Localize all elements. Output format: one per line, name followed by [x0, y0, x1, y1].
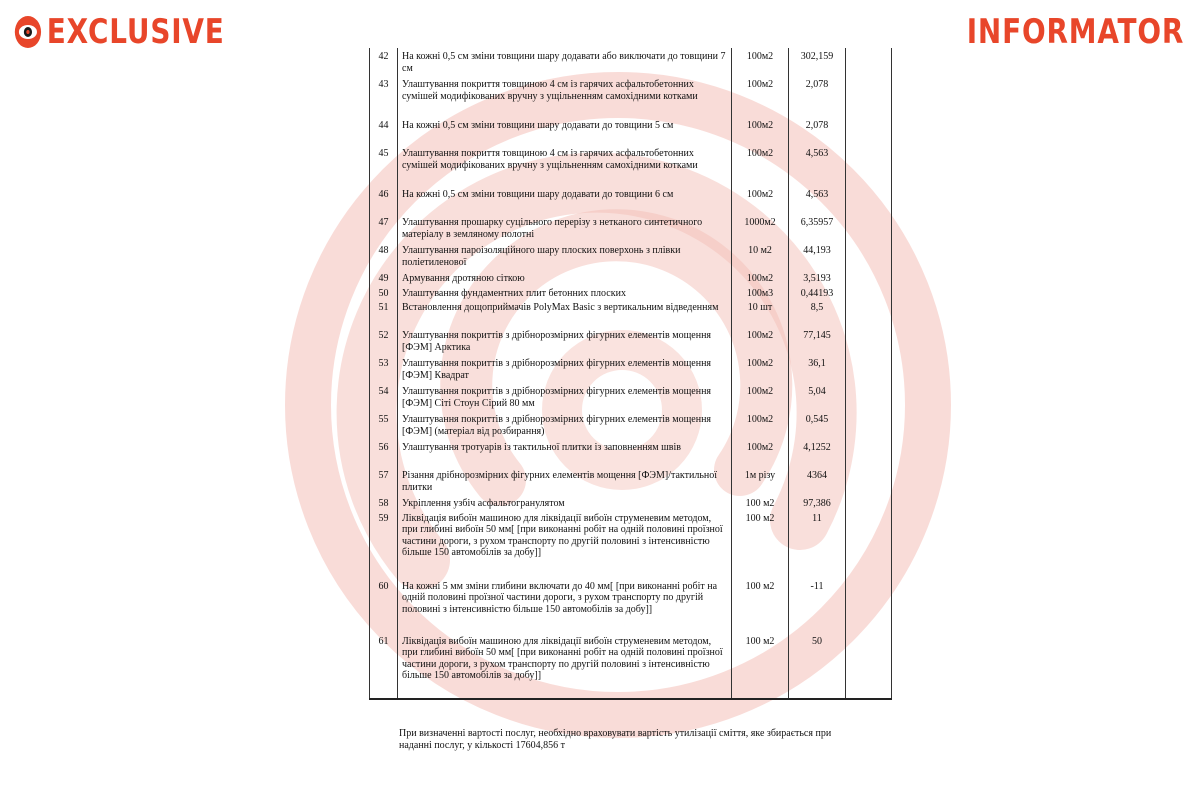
table-row — [370, 299, 892, 327]
row-description: Укріплення узбіч асфальтогранулятом — [398, 495, 732, 510]
eye-logo-icon — [14, 15, 42, 49]
row-unit: 100м2 — [732, 76, 789, 117]
row-number: 44 — [370, 117, 398, 145]
row-empty-cell — [846, 327, 892, 355]
row-description: Улаштування покриттів з дрібнорозмірних фігурних елементів мощення [ФЭМ] Сіті Стоун Сірий 80 мм — [398, 383, 732, 411]
row-number: 58 — [370, 495, 398, 510]
row-quantity: 44,193 — [789, 242, 846, 270]
table-row — [370, 242, 892, 270]
row-number: 54 — [370, 383, 398, 411]
table-row — [370, 48, 892, 76]
row-empty-cell — [846, 383, 892, 411]
row-description: Улаштування покриттів з дрібнорозмірних фігурних елементів мощення [ФЭМ] (матеріал від розбирання) — [398, 411, 732, 439]
row-empty-cell — [846, 117, 892, 145]
row-unit: 100 м2 — [732, 578, 789, 633]
table-row — [370, 214, 892, 242]
row-unit: 100 м2 — [732, 495, 789, 510]
row-quantity: 302,159 — [789, 48, 846, 76]
table-row — [370, 510, 892, 578]
row-number: 57 — [370, 467, 398, 495]
row-quantity: 5,04 — [789, 383, 846, 411]
table-row — [370, 117, 892, 145]
row-quantity: 4364 — [789, 467, 846, 495]
table-row — [370, 411, 892, 439]
table-row — [370, 383, 892, 411]
row-description: На кожні 0,5 см зміни товщини шару додавати або виключати до товщини 7 см — [398, 48, 732, 76]
row-number: 45 — [370, 145, 398, 186]
row-empty-cell — [846, 439, 892, 467]
row-number: 47 — [370, 214, 398, 242]
table-row — [370, 145, 892, 186]
row-unit: 1м різу — [732, 467, 789, 495]
row-number: 43 — [370, 76, 398, 117]
row-quantity: 3,5193 — [789, 270, 846, 285]
row-empty-cell — [846, 242, 892, 270]
row-quantity: 0,545 — [789, 411, 846, 439]
row-number: 60 — [370, 578, 398, 633]
row-unit: 100м2 — [732, 327, 789, 355]
row-empty-cell — [846, 355, 892, 383]
row-empty-cell — [846, 186, 892, 214]
row-unit: 100м2 — [732, 411, 789, 439]
row-number: 46 — [370, 186, 398, 214]
row-quantity: 50 — [789, 633, 846, 699]
table-row — [370, 439, 892, 467]
row-unit: 10 шт — [732, 299, 789, 327]
row-unit: 1000м2 — [732, 214, 789, 242]
row-unit: 100м2 — [732, 383, 789, 411]
row-description: Ліквідація вибоїн машиною для ліквідації вибоїн струменевим методом, при глибині вибоїн 50 мм[ [при виконанні робіт на одній половині проїзної частини дороги, з рухом транспорту по другій половині з інтенсивністю більше 150 автомобілів за добу]] — [398, 510, 732, 578]
row-number: 59 — [370, 510, 398, 578]
row-description: Улаштування пароізоляційного шару плоских поверхонь з плівки поліетиленової — [398, 242, 732, 270]
row-description: На кожні 0,5 см зміни товщини шару додавати до товщини 5 см — [398, 117, 732, 145]
row-description: Улаштування покриття товщиною 4 см із гарячих асфальтобетонних сумішей модифікованих вручну з ущільненням самохідними котками — [398, 76, 732, 117]
row-description: Улаштування покриттів з дрібнорозмірних фігурних елементів мощення [ФЭМ] Арктика — [398, 327, 732, 355]
row-empty-cell — [846, 299, 892, 327]
row-unit: 100м2 — [732, 355, 789, 383]
table-row — [370, 495, 892, 510]
row-unit: 100 м2 — [732, 633, 789, 699]
row-empty-cell — [846, 48, 892, 76]
brand-informator: INFORMATOR — [966, 12, 1184, 52]
row-description: На кожні 5 мм зміни глибини включати до 40 мм[ [при виконанні робіт на одній половині проїзної частини дороги, з рухом транспорту по другій половині з інтенсивністю більше 150 автомобілів за добу]] — [398, 578, 732, 633]
row-unit: 100м2 — [732, 145, 789, 186]
row-empty-cell — [846, 633, 892, 699]
row-description: Різання дрібнорозмірних фігурних елементів мощення [ФЭМ]/тактильної плитки — [398, 467, 732, 495]
table-row — [370, 270, 892, 285]
brand-exclusive — [14, 10, 225, 54]
row-empty-cell — [846, 495, 892, 510]
works-table — [369, 48, 892, 700]
table-row — [370, 633, 892, 699]
row-unit: 100м3 — [732, 285, 789, 300]
row-number: 42 — [370, 48, 398, 76]
row-unit: 100м2 — [732, 186, 789, 214]
row-quantity: 2,078 — [789, 117, 846, 145]
row-description: Улаштування покриттів з дрібнорозмірних фігурних елементів мощення [ФЭМ] Квадрат — [398, 355, 732, 383]
row-number: 52 — [370, 327, 398, 355]
row-number: 61 — [370, 633, 398, 699]
table-row — [370, 467, 892, 495]
row-description: Армування дротяною сіткою — [398, 270, 732, 285]
row-number: 53 — [370, 355, 398, 383]
row-unit: 100м2 — [732, 270, 789, 285]
row-empty-cell — [846, 214, 892, 242]
row-description: Ліквідація вибоїн машиною для ліквідації вибоїн струменевим методом, при глибині вибоїн 50 мм[ [при виконанні робіт на одній половині проїзної частини дороги, з рухом транспорту по другій половині з інтенсивністю більше 150 автомобілів за добу]] — [398, 633, 732, 699]
row-number: 50 — [370, 285, 398, 300]
row-number: 49 — [370, 270, 398, 285]
row-description: Встановлення дощоприймачів PolyMax Basic з вертикальним відведенням — [398, 299, 732, 327]
row-quantity: 2,078 — [789, 76, 846, 117]
row-unit: 100 м2 — [732, 510, 789, 578]
row-quantity: 8,5 — [789, 299, 846, 327]
row-unit: 100м2 — [732, 439, 789, 467]
row-description: На кожні 0,5 см зміни товщини шару додавати до товщини 6 см — [398, 186, 732, 214]
row-empty-cell — [846, 145, 892, 186]
row-empty-cell — [846, 285, 892, 300]
row-quantity: 4,1252 — [789, 439, 846, 467]
row-description: Улаштування покриття товщиною 4 см із гарячих асфальтобетонних сумішей модифікованих вручну з ущільненням самохідними котками — [398, 145, 732, 186]
row-quantity: 11 — [789, 510, 846, 578]
row-empty-cell — [846, 411, 892, 439]
table-row — [370, 355, 892, 383]
document-page — [369, 48, 891, 700]
row-number: 56 — [370, 439, 398, 467]
footer-note: При визначенні вартості послуг, необхідно враховувати вартість утилізації сміття, яке збирається при наданні послуг, у кількості 17604,856 т — [399, 728, 832, 751]
row-description: Улаштування прошарку суцільного перерізу з нетканого синтетичного матеріалу в земляному полотні — [398, 214, 732, 242]
row-quantity: 4,563 — [789, 186, 846, 214]
brand-exclusive-text: EXCLUSIVE — [46, 12, 225, 52]
row-empty-cell — [846, 76, 892, 117]
row-number: 51 — [370, 299, 398, 327]
table-row — [370, 186, 892, 214]
row-empty-cell — [846, 467, 892, 495]
row-number: 48 — [370, 242, 398, 270]
row-description: Улаштування фундаментних плит бетонних плоских — [398, 285, 732, 300]
row-unit: 100м2 — [732, 117, 789, 145]
row-empty-cell — [846, 510, 892, 578]
table-row — [370, 327, 892, 355]
row-quantity: 0,44193 — [789, 285, 846, 300]
row-quantity: 77,145 — [789, 327, 846, 355]
row-number: 55 — [370, 411, 398, 439]
table-row — [370, 285, 892, 300]
row-empty-cell — [846, 578, 892, 633]
row-quantity: 4,563 — [789, 145, 846, 186]
row-quantity: -11 — [789, 578, 846, 633]
table-row — [370, 578, 892, 633]
row-quantity: 36,1 — [789, 355, 846, 383]
row-empty-cell — [846, 270, 892, 285]
row-quantity: 97,386 — [789, 495, 846, 510]
table-row — [370, 76, 892, 117]
row-description: Улаштування тротуарів із тактильної плитки із заповненням швів — [398, 439, 732, 467]
row-unit: 100м2 — [732, 48, 789, 76]
row-quantity: 6,35957 — [789, 214, 846, 242]
row-unit: 10 м2 — [732, 242, 789, 270]
